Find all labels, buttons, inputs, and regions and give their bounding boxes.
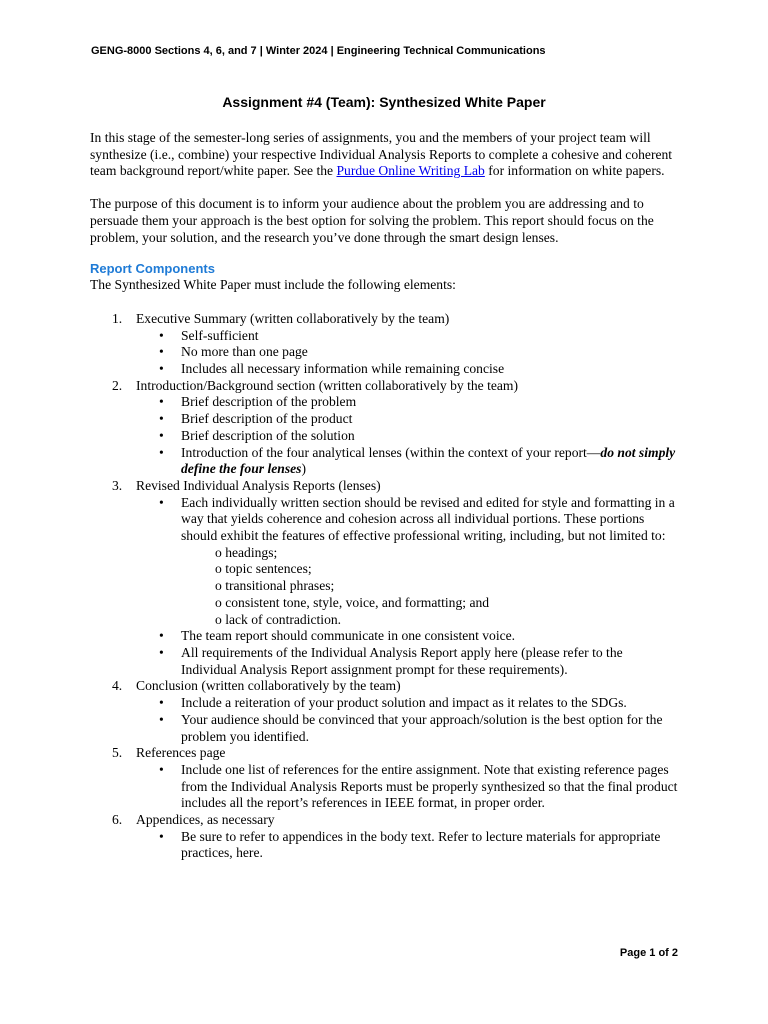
item-number: 4. [112, 678, 123, 694]
item-label: Conclusion (written collaboratively by the team) [136, 678, 401, 694]
list-item-text: ) [301, 461, 306, 477]
sub-list [181, 545, 680, 629]
bullet-icon: • [159, 711, 164, 727]
component-item-introduction [90, 378, 680, 478]
bullet-icon: • [159, 695, 164, 711]
bullet-icon: • [159, 427, 164, 443]
intro-paragraph-1 [90, 130, 680, 180]
list-item [136, 411, 680, 428]
list-item [136, 328, 680, 345]
bullet-icon: • [159, 494, 164, 510]
emphasis-text: do not simply define the four lenses [181, 444, 676, 477]
document-body [90, 130, 680, 862]
bullet-icon: • [159, 411, 164, 427]
list-item [136, 445, 680, 478]
page-header: GENG-8000 Sections 4, 6, and 7 | Winter 2024 | Engineering Technical Communications [91, 45, 546, 57]
component-item-conclusion [90, 678, 680, 745]
list-item-text: Brief description of the solution [181, 427, 355, 443]
purdue-owl-link[interactable]: Purdue Online Writing Lab [336, 163, 485, 179]
list-item-text: Introduction of the four analytical lenses (within the context of your report— [181, 444, 601, 460]
list-item-text: No more than one page [181, 344, 308, 360]
page-number: Page 1 of 2 [619, 947, 678, 959]
item-number: 6. [112, 812, 123, 828]
list-item [136, 628, 680, 645]
list-item-text: Include a reiteration of your product solution and impact as it relates to the SDGs. [181, 695, 627, 711]
list-item [136, 344, 680, 361]
sub-list-item: o topic sentences; [215, 561, 312, 577]
list-item-text: Includes all necessary information while remaining concise [181, 361, 505, 377]
bullet-icon: • [159, 761, 164, 777]
bullet-icon: • [159, 444, 164, 460]
bullet-icon: • [159, 361, 164, 377]
list-item [136, 645, 680, 678]
sub-list-item: o headings; [215, 544, 278, 560]
list-item-text: Each individually written section should be revised and edited for style and formatting in a way that yields coherence and cohesion across all individual portions. These portions should exhibit the features of effective professional writing, including, but not limited to: [181, 494, 675, 544]
item-number: 3. [112, 477, 123, 493]
list-item-text: Brief description of the problem [181, 394, 357, 410]
intro-paragraph-2: The purpose of this document is to inform your audience about the problem you are addressing and to persuade them your approach is the best option for solving the problem. This report should focus on the problem, your solution, and the research you’ve done through the smart design lenses. [90, 196, 654, 245]
list-item [136, 762, 680, 812]
item-label: Revised Individual Analysis Reports (lenses) [136, 477, 381, 493]
item-label: Executive Summary (written collaboratively by the team) [136, 310, 450, 326]
list-item-text: The team report should communicate in one consistent voice. [181, 628, 516, 644]
item-number: 5. [112, 745, 123, 761]
components-lead: The Synthesized White Paper must include the following elements: [90, 277, 456, 293]
intro-text-before-link: In this stage of the semester-long series of assignments, you and the members of your project team will synthesize (i.e., combine) your respective Individual Analysis Reports to complete a cohesive and coherent team background report/white paper. See the [90, 130, 673, 179]
components-list [90, 311, 680, 862]
list-item [136, 428, 680, 445]
list-item-text: Be sure to refer to appendices in the body text. Refer to lecture materials for appropriate practices, here. [181, 828, 661, 861]
list-item-text: Include one list of references for the entire assignment. Note that existing reference pages from the Individual Analysis Reports must be properly synthesized so that the final product includes all the report’s references in IEEE format, in proper order. [181, 761, 678, 811]
item-label: Appendices, as necessary [136, 812, 275, 828]
component-item-executive-summary [90, 311, 680, 378]
bullet-icon: • [159, 327, 164, 343]
item-number: 1. [112, 310, 123, 326]
bullet-list [136, 762, 680, 812]
bullet-list [136, 829, 680, 862]
intro-text-after-link: for information on white papers. [484, 163, 665, 179]
list-item [136, 394, 680, 411]
sub-list-item: o consistent tone, style, voice, and formatting; and [215, 594, 490, 610]
assignment-title: Assignment #4 (Team): Synthesized White Paper [222, 94, 546, 110]
item-number: 2. [112, 377, 123, 393]
bullet-icon: • [159, 644, 164, 660]
list-item [136, 712, 680, 745]
list-item [136, 361, 680, 378]
list-item [136, 695, 680, 712]
bullet-list [136, 328, 680, 378]
bullet-list [136, 394, 680, 478]
component-item-appendices [90, 812, 680, 862]
bullet-icon: • [159, 344, 164, 360]
component-item-revised-reports [90, 478, 680, 678]
component-item-references [90, 745, 680, 812]
list-item [136, 495, 680, 629]
list-item-text: Brief description of the product [181, 411, 353, 427]
list-item [136, 829, 680, 862]
report-components-heading: Report Components [90, 261, 215, 277]
bullet-list [136, 695, 680, 745]
list-item-text: Your audience should be convinced that your approach/solution is the best option for the problem you identified. [181, 711, 663, 744]
sub-list-item: o lack of contradiction. [215, 611, 342, 627]
item-label: Introduction/Background section (written collaboratively by the team) [136, 377, 519, 393]
item-label: References page [136, 745, 226, 761]
sub-list-item: o transitional phrases; [215, 578, 335, 594]
bullet-list [136, 495, 680, 679]
bullet-icon: • [159, 828, 164, 844]
bullet-icon: • [159, 394, 164, 410]
list-item-text: All requirements of the Individual Analysis Report apply here (please refer to the Individual Analysis Report assignment prompt for these requirements). [181, 644, 623, 677]
list-item-text: Self-sufficient [181, 327, 259, 343]
bullet-icon: • [159, 628, 164, 644]
